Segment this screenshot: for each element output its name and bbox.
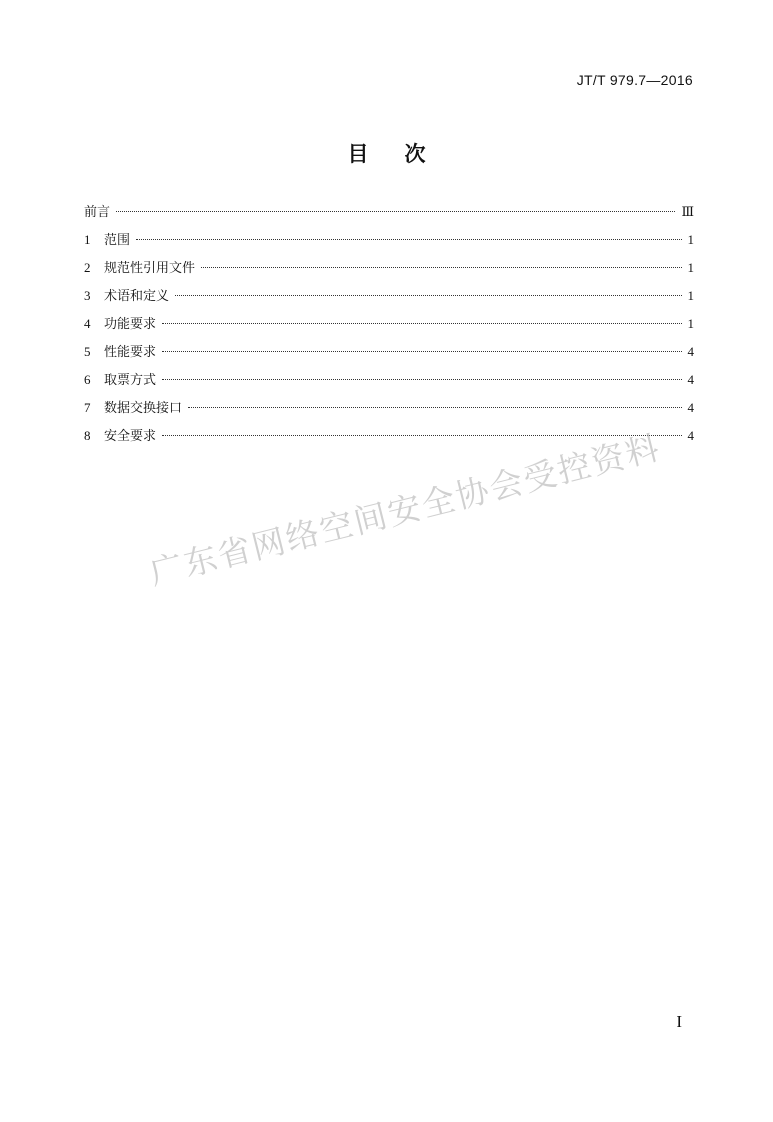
toc-entry-page: 4 [687, 428, 694, 443]
toc-entry-label: 数据交换接口 [104, 401, 183, 416]
toc-entry-label: 范围 [104, 233, 131, 248]
toc-entry-ticket-collection[interactable] [84, 369, 694, 397]
toc-entry-page: 4 [687, 400, 694, 415]
toc-entry-label: 安全要求 [104, 429, 157, 444]
toc-entry-label: 规范性引用文件 [104, 261, 196, 276]
toc-entry-scope[interactable] [84, 229, 694, 257]
toc-entry-terms-definitions[interactable] [84, 285, 694, 313]
toc-dot-leader [201, 267, 681, 268]
toc-entry-number: 2 [84, 260, 91, 275]
toc-entry-functional-requirements[interactable] [84, 313, 694, 341]
toc-entry-page: 1 [687, 316, 694, 331]
toc-entry-label: 术语和定义 [104, 289, 170, 304]
toc-entry-data-exchange-interface[interactable] [84, 397, 694, 425]
toc-entry-foreword[interactable] [84, 201, 694, 229]
toc-entry-number: 5 [84, 344, 91, 359]
toc-entry-page: 4 [687, 372, 694, 387]
document-code: JT/T 979.7—2016 [576, 72, 693, 88]
toc-entry-number: 3 [84, 288, 91, 303]
toc-entry-number: 8 [84, 428, 91, 443]
toc-dot-leader [162, 351, 681, 352]
toc-entry-page: 4 [687, 344, 694, 359]
toc-dot-leader [188, 407, 681, 408]
watermark: 广东省网络空间安全协会受控资料 [145, 427, 665, 593]
toc-dot-leader [175, 295, 681, 296]
toc-entry-normative-references[interactable] [84, 257, 694, 285]
toc-entry-number: 7 [84, 400, 91, 415]
toc-dot-leader [136, 239, 681, 240]
toc-entry-page: 1 [687, 260, 694, 275]
toc-entry-number: 1 [84, 232, 91, 247]
toc-dot-leader [162, 323, 681, 324]
toc-entry-page: Ⅲ [681, 204, 694, 219]
toc-entry-page: 1 [687, 288, 694, 303]
toc-entry-number: 4 [84, 316, 91, 331]
toc-entry-page: 1 [687, 232, 694, 247]
toc-entry-label: 性能要求 [104, 345, 157, 360]
page-number: I [676, 1012, 682, 1031]
toc-dot-leader [116, 211, 675, 212]
toc-entry-label: 功能要求 [104, 317, 157, 332]
toc-entry-label: 取票方式 [104, 373, 157, 388]
toc-entry-number: 6 [84, 372, 91, 387]
table-of-contents [84, 201, 694, 453]
toc-title: 目次 [347, 142, 462, 166]
toc-entry-performance-requirements[interactable] [84, 341, 694, 369]
toc-dot-leader [162, 379, 681, 380]
toc-entry-label: 前言 [84, 205, 111, 220]
